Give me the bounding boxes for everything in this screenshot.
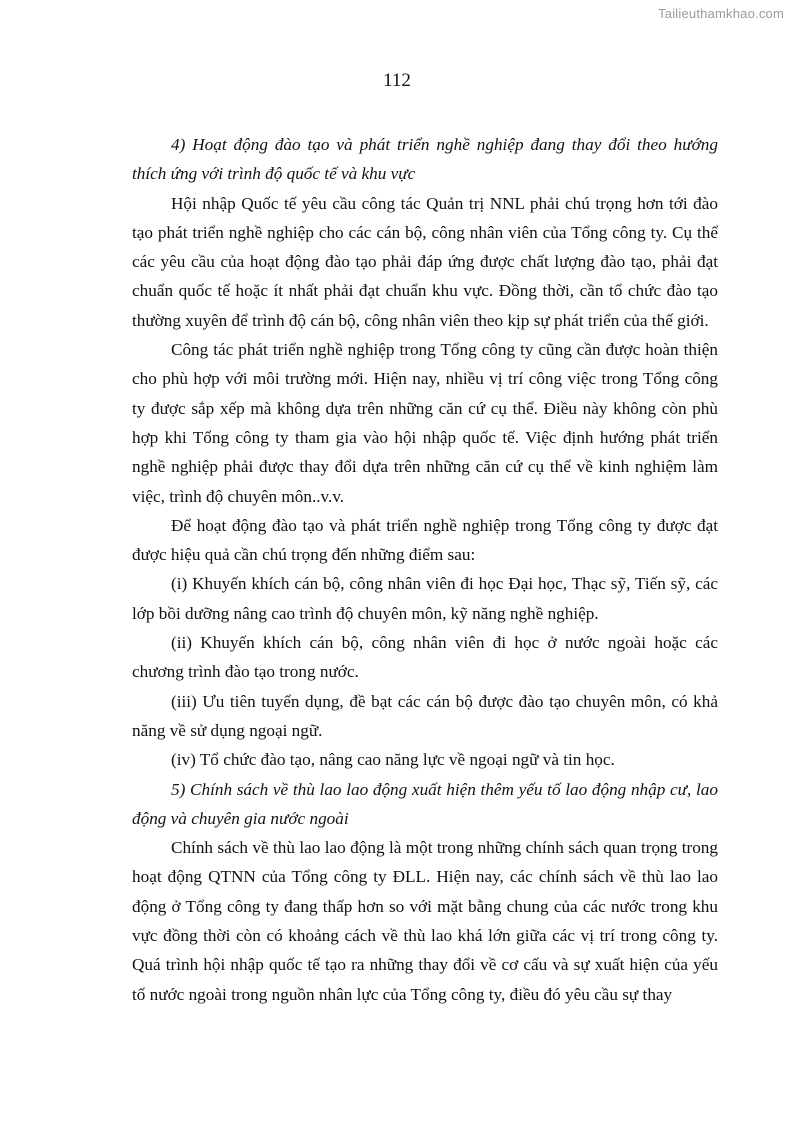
document-body (132, 130, 718, 1009)
paragraph: Hội nhập Quốc tế yêu cầu công tác Quản trị NNL phải chú trọng hơn tới đào tạo phát triển nghề nghiệp cho các cán bộ, công nhân viên của Tổng công ty. Cụ thể các yêu cầu của hoạt động đào tạo phải đáp ứng được chất lượng đào tạo, phải đạt chuẩn quốc tế hoặc ít nhất phải đạt chuẩn khu vực. Đồng thời, cần tổ chức đào tạo thường xuyên để trình độ cán bộ, công nhân viên theo kịp sự phát triển của thế giới. (132, 193, 718, 330)
list-item-ii: (ii) Khuyến khích cán bộ, công nhân viên đi học ở nước ngoài hoặc các chương trình đào tạo trong nước. (132, 633, 718, 682)
watermark: Tailieuthamkhao.com (658, 6, 784, 21)
paragraph: Chính sách về thù lao lao động là một trong những chính sách quan trọng trong hoạt động QTNN của Tổng công ty ĐLL. Hiện nay, các chính sách về thù lao lao động ở Tổng công ty đang thấp hơn so với mặt bằng chung của các nước trong khu vực đồng thời còn có khoảng cách về thù lao khá lớn giữa các vị trí trong công ty. Quá trình hội nhập quốc tế tạo ra những thay đổi về cơ cấu và sự xuất hiện của yếu tố nước ngoài trong nguồn nhân lực của Tổng công ty, điều đó yêu cầu sự thay (132, 838, 718, 1004)
paragraph: Để hoạt động đào tạo và phát triển nghề nghiệp trong Tổng công ty được đạt được hiệu quả cần chú trọng đến những điểm sau: (132, 515, 718, 565)
list-item-iv: (iv) Tổ chức đào tạo, nâng cao năng lực về ngoại ngữ và tin học. (171, 750, 615, 770)
section-heading-5: 5) Chính sách về thù lao lao động xuất hiện thêm yếu tố lao động nhập cư, lao động và chuyên gia nước ngoài (132, 779, 718, 828)
list-item-i: (i) Khuyến khích cán bộ, công nhân viên đi học Đại học, Thạc sỹ, Tiến sỹ, các lớp bồi dưỡng nâng cao trình độ chuyên môn, kỹ năng nghề nghiệp. (132, 574, 718, 623)
paragraph: Công tác phát triển nghề nghiệp trong Tổng công ty cũng cần được hoàn thiện cho phù hợp với môi trường mới. Hiện nay, nhiều vị trí công việc trong Tổng công ty được sắp xếp mà không dựa trên những căn cứ cụ thể. Điều này không còn phù hợp khi Tổng công ty tham gia vào hội nhập quốc tế. Việc định hướng phát triển nghề nghiệp phải được thay đổi dựa trên những căn cứ cụ thể về kinh nghiệm làm việc, trình độ chuyên môn..v.v. (132, 340, 718, 506)
page-number: 112 (383, 70, 411, 91)
section-heading-4: 4) Hoạt động đào tạo và phát triển nghề nghiệp đang thay đổi theo hướng thích ứng với trình độ quốc tế và khu vực (132, 135, 718, 184)
list-item-iii: (iii) Ưu tiên tuyển dụng, đề bạt các cán bộ được đào tạo chuyên môn, có khả năng về sử dụng ngoại ngữ. (132, 691, 718, 740)
